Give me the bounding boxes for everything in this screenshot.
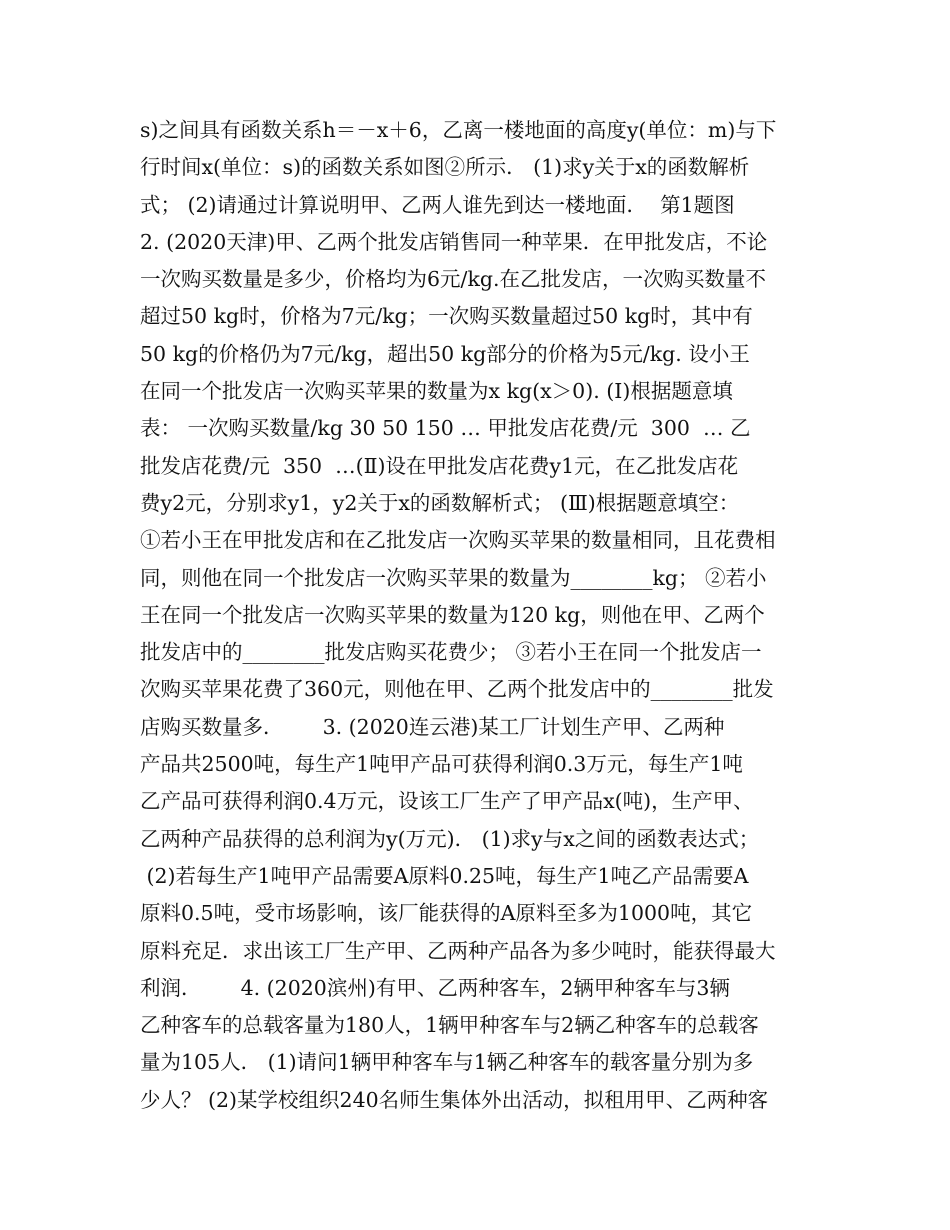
text-line: 次购买苹果花费了360元，则他在甲、乙两个批发店中的________批发 [140, 677, 774, 702]
text-line: 行时间x(单位：s)的函数关系如图②所示． (1)求y关于x的函数解析 [140, 155, 750, 180]
text-line: 式； (2)请通过计算说明甲、乙两人谁先到达一楼地面． 第1题图 [140, 192, 735, 217]
text-line: 原料充足．求出该工厂生产甲、乙两种产品各为多少吨时，能获得最大 [140, 938, 776, 963]
text-line: 50 kg的价格仍为7元/kg，超出50 kg部分的价格为5元/kg. 设小王 [140, 341, 750, 366]
text-line: 原料0.5吨，受市场影响，该厂能获得的A原料至多为1000吨，其它 [140, 901, 753, 926]
text-line: ①若小王在甲批发店和在乙批发店一次购买苹果的数量相同，且花费相 [140, 528, 776, 553]
text-line: 2. (2020天津)甲、乙两个批发店销售同一种苹果．在甲批发店，不论 [140, 229, 768, 254]
text-line: 一次购买数量是多少，价格均为6元/kg.在乙批发店，一次购买数量不 [140, 267, 767, 292]
body-text [140, 112, 830, 1119]
text-line: 费y2元，分别求y1，y2关于x的函数解析式； (Ⅲ)根据题意填空： [140, 490, 740, 515]
text-line: 少人？ (2)某学校组织240名师生集体外出活动，拟租用甲、乙两种客 [140, 1087, 769, 1112]
text-line: 同，则他在同一个批发店一次购买苹果的数量为________kg； ②若小 [140, 565, 767, 590]
text-line: 利润． 4. (2020滨州)有甲、乙两种客车，2辆甲种客车与3辆 [140, 975, 730, 1000]
text-line: 王在同一个批发店一次购买苹果的数量为120 kg，则他在甲、乙两个 [140, 602, 765, 627]
text-line: 乙产品可获得利润0.4万元，设该工厂生产了甲产品x(吨)，生产甲、 [140, 789, 754, 814]
text-line: 乙两种产品获得的总利润为y(万元)． (1)求y与x之间的函数表达式； [140, 826, 760, 851]
text-line: 乙种客车的总载客量为180人，1辆甲种客车与2辆乙种客车的总载客 [140, 1013, 759, 1038]
text-line: (2)若每生产1吨甲产品需要A原料0.25吨，每生产1吨乙产品需要A [140, 863, 749, 888]
text-line: 批发店中的________批发店购买花费少； ③若小王在同一个批发店一 [140, 640, 762, 665]
text-line: 在同一个批发店一次购买苹果的数量为x kg(x＞0). (Ⅰ)根据题意填 [140, 379, 733, 404]
text-line: 超过50 kg时，价格为7元/kg；一次购买数量超过50 kg时，其中有 [140, 304, 753, 329]
text-line: 量为105人． (1)请问1辆甲种客车与1辆乙种客车的载客量分别为多 [140, 1050, 754, 1075]
text-line: 店购买数量多． 3. (2020连云港)某工厂计划生产甲、乙两种 [140, 714, 725, 739]
text-line: 产品共2500吨，每生产1吨甲产品可获得利润0.3万元，每生产1吨 [140, 752, 743, 777]
text-line: 表： 一次购买数量/kg 30 50 150 … 甲批发店花费/元 300 … 乙 [140, 416, 751, 441]
text-line: 批发店花费/元 350 …(Ⅱ)设在甲批发店花费y1元，在乙批发店花 [140, 453, 739, 478]
text-line: s)之间具有函数关系h＝－x＋6，乙离一楼地面的高度y(单位：m)与下 [140, 118, 777, 142]
